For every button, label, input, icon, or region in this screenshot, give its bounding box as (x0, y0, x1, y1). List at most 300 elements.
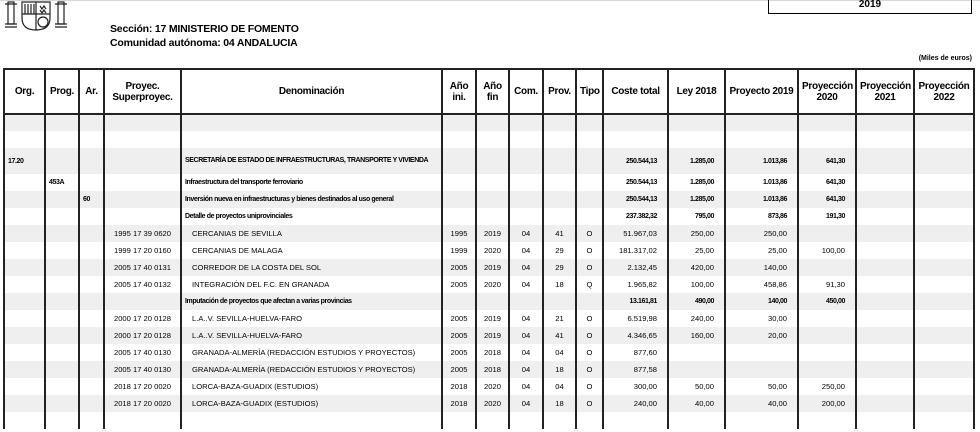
cell-p2021 (856, 378, 914, 395)
cell-p2020 (798, 225, 856, 242)
cell-proyec: 2005 17 40 0130 (104, 344, 181, 361)
cell-den: L.A..V. SEVILLA-HUELVA-FARO (181, 327, 442, 344)
table-row (4, 148, 974, 174)
cell-prog (45, 148, 79, 174)
cell-com: 04 (509, 225, 543, 242)
cell-p2022 (914, 131, 974, 148)
col-header-tipo: Tipo (576, 69, 603, 114)
table-row (4, 327, 974, 344)
cell-fin (476, 208, 509, 225)
cell-den (181, 114, 442, 131)
cell-p2019: 50,00 (725, 378, 798, 395)
cell-prov (543, 114, 576, 131)
cell-org (4, 174, 45, 191)
cell-p2019: 30,00 (725, 310, 798, 327)
cell-ini (442, 208, 476, 225)
cell-com (509, 293, 543, 310)
cell-ini: 2005 (442, 361, 476, 378)
cell-org (4, 395, 45, 412)
cell-org (4, 327, 45, 344)
cell-tipo (576, 148, 603, 174)
cell-ar (79, 242, 104, 259)
cell-ar (79, 148, 104, 174)
table-row (4, 395, 974, 412)
cell-p2019: 1.013,86 (725, 174, 798, 191)
cell-com (509, 131, 543, 148)
cell-den: Detalle de proyectos uniprovinciales (181, 208, 442, 225)
cell-p2021 (856, 327, 914, 344)
cell-ini (442, 148, 476, 174)
cell-p2019 (725, 344, 798, 361)
cell-p2019 (725, 412, 798, 429)
cell-proyec: 2000 17 20 0128 (104, 327, 181, 344)
cell-p2021 (856, 395, 914, 412)
cell-coste: 13.161,81 (603, 293, 668, 310)
cell-coste: 877,58 (603, 361, 668, 378)
cell-proyec: 2005 17 40 0130 (104, 361, 181, 378)
cell-p2019: 20,00 (725, 327, 798, 344)
cell-ar (79, 310, 104, 327)
col-header-proyecto-2019: Proyecto 2019 (725, 69, 798, 114)
cell-p2019: 873,86 (725, 208, 798, 225)
cell-fin: 2020 (476, 395, 509, 412)
cell-tipo: O (576, 259, 603, 276)
cell-tipo (576, 293, 603, 310)
cell-prog (45, 344, 79, 361)
cell-ar (79, 174, 104, 191)
cell-ley: 240,00 (668, 310, 725, 327)
cell-prov (543, 412, 576, 429)
cell-com (509, 148, 543, 174)
cell-ini: 2005 (442, 276, 476, 293)
cell-den: LORCA-BAZA-GUADIX (ESTUDIOS) (181, 395, 442, 412)
cell-prog (45, 242, 79, 259)
cell-proyec: 2005 17 40 0131 (104, 259, 181, 276)
cell-p2019: 1.013,86 (725, 191, 798, 208)
cell-prog (45, 361, 79, 378)
cell-prog (45, 293, 79, 310)
cell-coste (603, 114, 668, 131)
cell-fin: 2019 (476, 225, 509, 242)
cell-ley: 250,00 (668, 225, 725, 242)
cell-com (509, 114, 543, 131)
cell-ini: 1995 (442, 225, 476, 242)
cell-prog (45, 225, 79, 242)
cell-p2019 (725, 361, 798, 378)
cell-p2020 (798, 131, 856, 148)
col-header-org: Org. (4, 69, 45, 114)
cell-proyec (104, 412, 181, 429)
col-header-proyeccion-2021: Proyección 2021 (856, 69, 914, 114)
cell-fin: 2019 (476, 259, 509, 276)
cell-p2021 (856, 191, 914, 208)
cell-p2020: 250,00 (798, 378, 856, 395)
cell-prov: 04 (543, 378, 576, 395)
cell-p2020: 100,00 (798, 242, 856, 259)
cell-p2019: 140,00 (725, 259, 798, 276)
cell-ley: 1.285,00 (668, 191, 725, 208)
cell-tipo: O (576, 327, 603, 344)
cell-ar (79, 412, 104, 429)
cell-prog (45, 412, 79, 429)
cell-proyec (104, 208, 181, 225)
cell-com: 04 (509, 242, 543, 259)
table-row (4, 131, 974, 148)
cell-org (4, 208, 45, 225)
cell-prov (543, 191, 576, 208)
cell-den: CERCANIAS DE SEVILLA (181, 225, 442, 242)
cell-ley: 1.285,00 (668, 174, 725, 191)
cell-fin: 2019 (476, 310, 509, 327)
cell-fin: 2020 (476, 378, 509, 395)
cell-ar (79, 327, 104, 344)
section-title: Sección: 17 MINISTERIO DE FOMENTO (110, 23, 299, 35)
cell-p2022 (914, 208, 974, 225)
cell-ar (79, 259, 104, 276)
cell-p2021 (856, 361, 914, 378)
cell-p2020 (798, 327, 856, 344)
cell-org (4, 293, 45, 310)
table-header-row (4, 69, 974, 114)
table-row (4, 225, 974, 242)
table-row (4, 378, 974, 395)
cell-coste: 6.519,98 (603, 310, 668, 327)
cell-proyec: 2018 17 20 0020 (104, 378, 181, 395)
cell-coste: 240,00 (603, 395, 668, 412)
cell-ar: 60 (79, 191, 104, 208)
cell-p2020 (798, 114, 856, 131)
cell-proyec: 1999 17 20 0160 (104, 242, 181, 259)
cell-p2019 (725, 114, 798, 131)
cell-proyec (104, 191, 181, 208)
cell-p2021 (856, 412, 914, 429)
cell-p2020: 641,30 (798, 174, 856, 191)
cell-den: Infraestructura del transporte ferroviario (181, 174, 442, 191)
cell-coste: 51.967,03 (603, 225, 668, 242)
cell-ley: 25,00 (668, 242, 725, 259)
cell-p2021 (856, 208, 914, 225)
cell-org (4, 344, 45, 361)
cell-ley: 795,00 (668, 208, 725, 225)
cell-ini: 2005 (442, 327, 476, 344)
cell-prov (543, 293, 576, 310)
cell-p2020: 191,30 (798, 208, 856, 225)
cell-den (181, 131, 442, 148)
cell-p2021 (856, 148, 914, 174)
cell-tipo (576, 208, 603, 225)
cell-ley (668, 131, 725, 148)
cell-fin (476, 191, 509, 208)
table-row (4, 114, 974, 131)
cell-p2022 (914, 225, 974, 242)
cell-p2020 (798, 361, 856, 378)
cell-coste (603, 412, 668, 429)
cell-coste: 2.132,45 (603, 259, 668, 276)
cell-p2019: 250,00 (725, 225, 798, 242)
cell-p2021 (856, 259, 914, 276)
cell-p2019: 25,00 (725, 242, 798, 259)
cell-fin: 2020 (476, 242, 509, 259)
cell-den: LORCA-BAZA-GUADIX (ESTUDIOS) (181, 378, 442, 395)
cell-coste: 250.544,13 (603, 191, 668, 208)
cell-tipo: O (576, 310, 603, 327)
cell-com: 04 (509, 276, 543, 293)
cell-p2020: 91,30 (798, 276, 856, 293)
cell-coste: 4.346,65 (603, 327, 668, 344)
cell-p2022 (914, 378, 974, 395)
cell-fin: 2020 (476, 276, 509, 293)
table-row (4, 293, 974, 310)
year-box: 2019 (768, 0, 972, 14)
cell-proyec: 2018 17 20 0020 (104, 395, 181, 412)
cell-p2020: 200,00 (798, 395, 856, 412)
cell-den: SECRETARÍA DE ESTADO DE INFRAESTRUCTURAS, TRANSPORTE Y VIVIENDA (181, 148, 442, 174)
cell-ley: 1.285,00 (668, 148, 725, 174)
cell-tipo: O (576, 225, 603, 242)
cell-prov: 18 (543, 276, 576, 293)
cell-p2021 (856, 242, 914, 259)
table-row (4, 412, 974, 429)
cell-prog (45, 378, 79, 395)
cell-prog (45, 276, 79, 293)
cell-den: GRANADA-ALMERÍA (REDACCIÓN ESTUDIOS Y PROYECTOS) (181, 361, 442, 378)
cell-p2021 (856, 344, 914, 361)
cell-prov: 29 (543, 242, 576, 259)
community-title: Comunidad autónoma: 04 ANDALUCIA (110, 37, 298, 49)
col-header-proyeccion-2022: Proyección 2022 (914, 69, 974, 114)
cell-p2021 (856, 225, 914, 242)
cell-tipo (576, 412, 603, 429)
cell-fin (476, 148, 509, 174)
cell-ley (668, 361, 725, 378)
cell-coste: 300,00 (603, 378, 668, 395)
cell-proyec (104, 174, 181, 191)
cell-ar (79, 208, 104, 225)
cell-prog (45, 259, 79, 276)
cell-org: 17.20 (4, 148, 45, 174)
cell-org (4, 191, 45, 208)
cell-p2022 (914, 344, 974, 361)
cell-tipo (576, 131, 603, 148)
cell-proyec (104, 148, 181, 174)
cell-coste: 250.544,13 (603, 174, 668, 191)
spain-coat-of-arms-icon (2, 0, 72, 32)
cell-proyec (104, 293, 181, 310)
cell-p2019 (725, 131, 798, 148)
cell-prov: 41 (543, 225, 576, 242)
cell-den: Inversión nueva en infraestructuras y bienes destinados al uso general (181, 191, 442, 208)
cell-ini (442, 191, 476, 208)
cell-prov: 18 (543, 361, 576, 378)
cell-org (4, 114, 45, 131)
cell-ar (79, 131, 104, 148)
table-row (4, 344, 974, 361)
cell-p2022 (914, 293, 974, 310)
cell-p2021 (856, 131, 914, 148)
units-label: (Miles de euros) (918, 55, 972, 62)
cell-p2020: 641,30 (798, 148, 856, 174)
cell-tipo: O (576, 242, 603, 259)
cell-prog: 453A (45, 174, 79, 191)
cell-p2021 (856, 276, 914, 293)
cell-coste: 237.382,32 (603, 208, 668, 225)
cell-org (4, 259, 45, 276)
cell-ar (79, 395, 104, 412)
cell-p2021 (856, 114, 914, 131)
cell-ar (79, 293, 104, 310)
cell-ley: 420,00 (668, 259, 725, 276)
cell-com: 04 (509, 310, 543, 327)
col-header-ar: Ar. (79, 69, 104, 114)
table-row (4, 361, 974, 378)
cell-p2019: 1.013,86 (725, 148, 798, 174)
cell-p2020: 450,00 (798, 293, 856, 310)
cell-ini: 1999 (442, 242, 476, 259)
cell-p2020 (798, 310, 856, 327)
cell-proyec (104, 114, 181, 131)
cell-org (4, 361, 45, 378)
cell-ley (668, 344, 725, 361)
cell-coste: 1.965,82 (603, 276, 668, 293)
cell-p2022 (914, 361, 974, 378)
cell-p2022 (914, 174, 974, 191)
col-header-ano-fin: Año fin (476, 69, 509, 114)
cell-ley: 490,00 (668, 293, 725, 310)
cell-ar (79, 114, 104, 131)
cell-com (509, 191, 543, 208)
cell-ar (79, 276, 104, 293)
cell-tipo: O (576, 361, 603, 378)
cell-ley (668, 412, 725, 429)
cell-com (509, 412, 543, 429)
cell-den: Imputación de proyectos que afectan a varias provincias (181, 293, 442, 310)
cell-ley: 100,00 (668, 276, 725, 293)
cell-fin: 2018 (476, 361, 509, 378)
cell-prov (543, 148, 576, 174)
cell-com: 04 (509, 344, 543, 361)
cell-proyec: 2000 17 20 0128 (104, 310, 181, 327)
cell-ley: 50,00 (668, 378, 725, 395)
cell-com: 04 (509, 361, 543, 378)
cell-p2022 (914, 148, 974, 174)
cell-org (4, 242, 45, 259)
cell-com: 04 (509, 378, 543, 395)
cell-coste: 181.317,02 (603, 242, 668, 259)
col-header-proyec: Proyec. Superproyec. (104, 69, 181, 114)
cell-fin (476, 412, 509, 429)
cell-den: INTEGRACIÓN DEL F.C. EN GRANADA (181, 276, 442, 293)
cell-fin (476, 293, 509, 310)
cell-ley: 40,00 (668, 395, 725, 412)
cell-ini: 2005 (442, 259, 476, 276)
cell-ar (79, 361, 104, 378)
cell-prov (543, 174, 576, 191)
cell-p2019: 458,86 (725, 276, 798, 293)
table-row (4, 276, 974, 293)
cell-p2022 (914, 242, 974, 259)
cell-com (509, 174, 543, 191)
cell-coste: 877,60 (603, 344, 668, 361)
table-row (4, 191, 974, 208)
cell-ar (79, 225, 104, 242)
col-header-ley-2018: Ley 2018 (668, 69, 725, 114)
cell-ini (442, 174, 476, 191)
cell-prog (45, 191, 79, 208)
cell-fin (476, 114, 509, 131)
cell-p2022 (914, 412, 974, 429)
cell-p2022 (914, 276, 974, 293)
cell-prog (45, 131, 79, 148)
cell-p2019: 140,00 (725, 293, 798, 310)
cell-org (4, 131, 45, 148)
cell-p2022 (914, 310, 974, 327)
col-header-ano-ini: Año ini. (442, 69, 476, 114)
cell-com: 04 (509, 259, 543, 276)
cell-ini (442, 114, 476, 131)
col-header-coste-total: Coste total (603, 69, 668, 114)
cell-ini (442, 293, 476, 310)
col-header-proyeccion-2020: Proyección 2020 (798, 69, 856, 114)
cell-den: CERCANIAS DE MALAGA (181, 242, 442, 259)
cell-ley (668, 114, 725, 131)
cell-den: L.A..V. SEVILLA-HUELVA-FARO (181, 310, 442, 327)
cell-p2019: 40,00 (725, 395, 798, 412)
cell-tipo: O (576, 395, 603, 412)
cell-ini: 2018 (442, 395, 476, 412)
cell-p2021 (856, 174, 914, 191)
cell-tipo (576, 191, 603, 208)
cell-p2021 (856, 293, 914, 310)
cell-prog (45, 208, 79, 225)
cell-tipo: Q (576, 276, 603, 293)
cell-p2022 (914, 327, 974, 344)
cell-ar (79, 378, 104, 395)
cell-ini: 2018 (442, 378, 476, 395)
cell-tipo: O (576, 378, 603, 395)
cell-proyec (104, 131, 181, 148)
cell-p2020 (798, 344, 856, 361)
cell-p2020 (798, 412, 856, 429)
cell-den: CORREDOR DE LA COSTA DEL SOL (181, 259, 442, 276)
cell-coste (603, 131, 668, 148)
cell-tipo (576, 114, 603, 131)
cell-com: 04 (509, 327, 543, 344)
cell-prov: 21 (543, 310, 576, 327)
cell-p2020: 641,30 (798, 191, 856, 208)
col-header-prog: Prog. (45, 69, 79, 114)
cell-org (4, 225, 45, 242)
table-row (4, 259, 974, 276)
cell-p2021 (856, 310, 914, 327)
cell-ini: 2005 (442, 344, 476, 361)
cell-org (4, 310, 45, 327)
cell-p2022 (914, 395, 974, 412)
cell-proyec: 1995 17 39 0620 (104, 225, 181, 242)
cell-coste: 250.544,13 (603, 148, 668, 174)
col-header-denominacion: Denominación (181, 69, 442, 114)
cell-prov (543, 208, 576, 225)
cell-fin: 2019 (476, 327, 509, 344)
cell-fin (476, 131, 509, 148)
cell-proyec: 2005 17 40 0132 (104, 276, 181, 293)
table-row (4, 310, 974, 327)
cell-ini (442, 412, 476, 429)
cell-org (4, 412, 45, 429)
cell-prov: 41 (543, 327, 576, 344)
col-header-prov: Prov. (543, 69, 576, 114)
table-row (4, 242, 974, 259)
cell-org (4, 276, 45, 293)
